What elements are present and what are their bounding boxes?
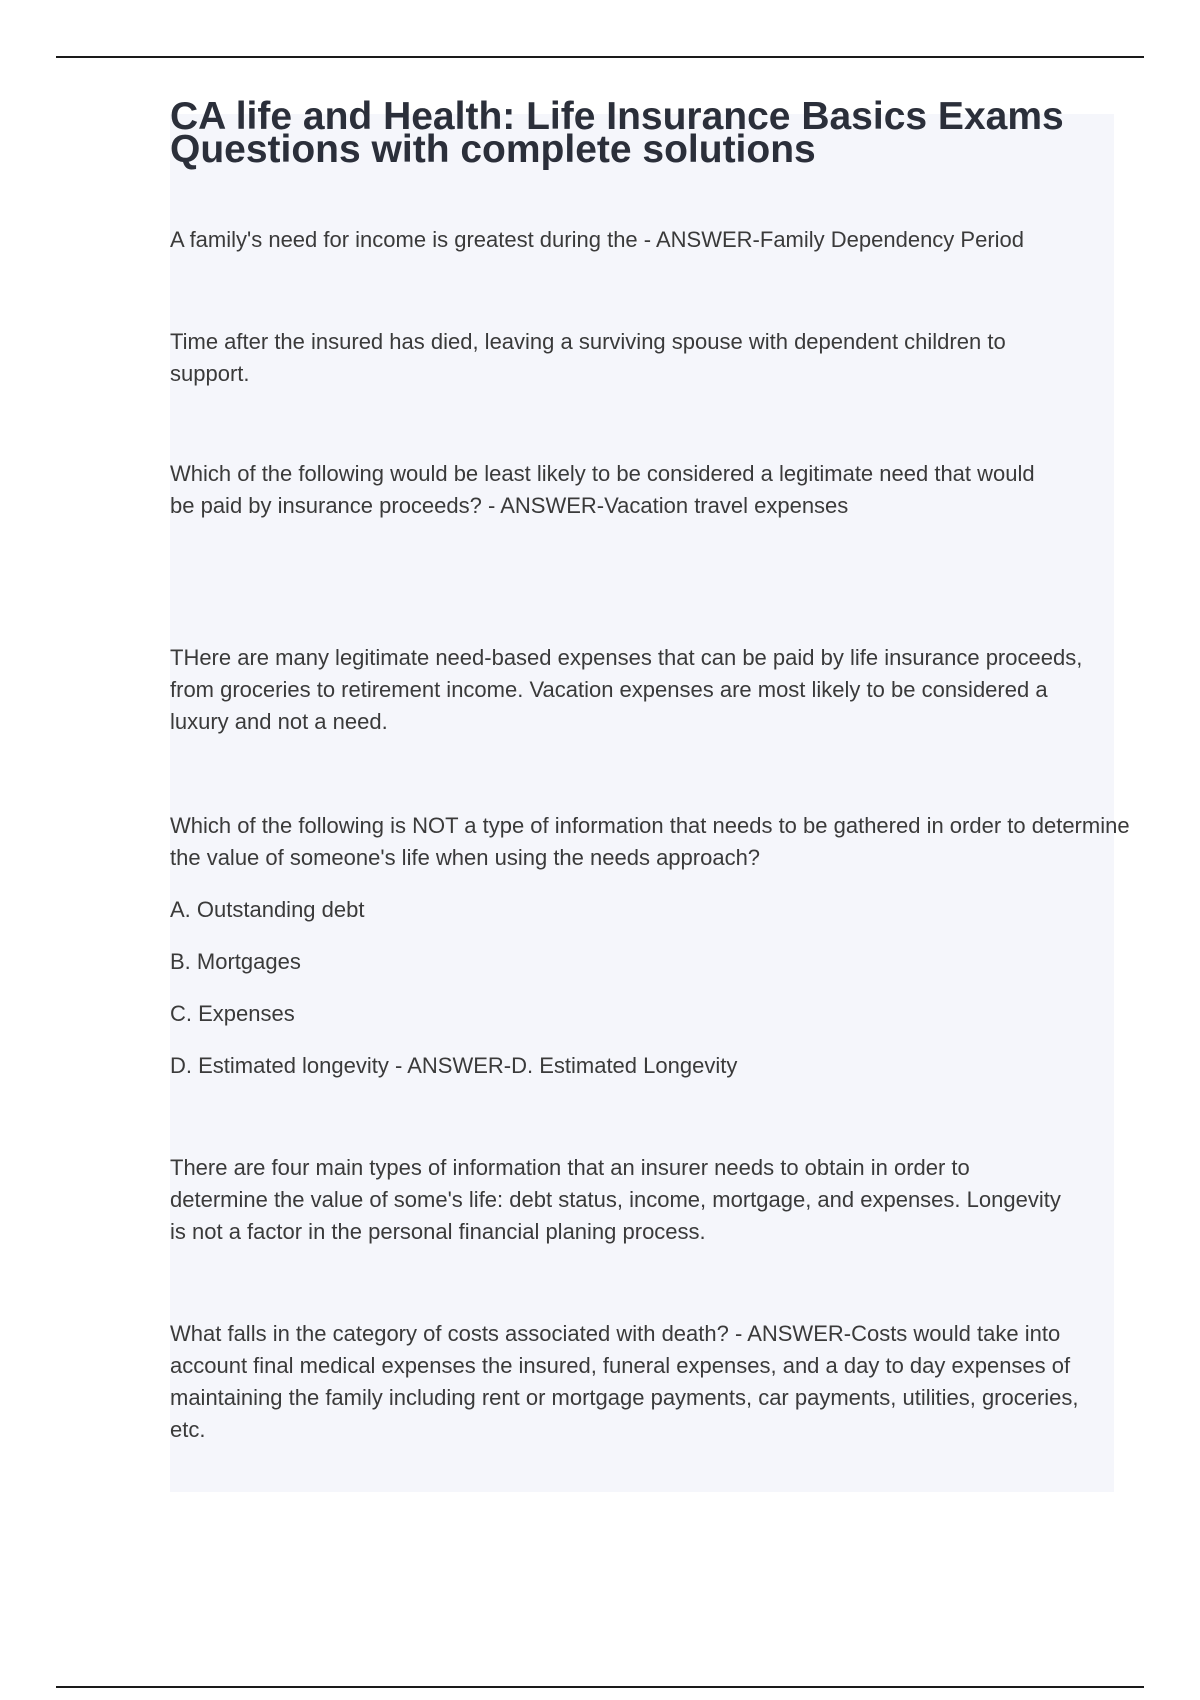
question-2: Which of the following would be least likely to be considered a legitimate need that would be paid by insurance proceeds? - ANSWER-Vacation travel expenses <box>170 461 1035 518</box>
page-title: CA life and Health: Life Insurance Basics Exams Questions with complete solutions <box>170 95 1064 171</box>
bottom-rule <box>56 1686 1144 1688</box>
answer-explanation-2: THere are many legitimate need-based expenses that can be paid by life insurance proceeds, from groceries to retirement income. Vacation expenses are most likely to be considered a luxury and not a need. <box>170 645 1083 734</box>
question-4: What falls in the category of costs associated with death? - ANSWER-Costs would take into account final medical expenses the insured, funeral expenses, and a day to day expenses of maintaining the family including rent or mortgage payments, car payments, utilities, groceries, etc. <box>170 1321 1079 1442</box>
question-1: A family's need for income is greatest during the - ANSWER-Family Dependency Period <box>170 227 1025 252</box>
option-d: D. Estimated longevity - ANSWER-D. Estimated Longevity <box>170 1053 738 1078</box>
option-c: C. Expenses <box>170 1001 295 1026</box>
answer-explanation-1: Time after the insured has died, leaving a surviving spouse with dependent children to support. <box>170 329 1006 386</box>
answer-explanation-3: There are four main types of information that an insurer needs to obtain in order to determine the value of some's life: debt status, income, mortgage, and expenses. Longevity is not a factor in the personal financial planing process. <box>170 1155 1061 1244</box>
option-b: B. Mortgages <box>170 949 301 974</box>
top-rule <box>56 56 1144 58</box>
question-3: Which of the following is NOT a type of information that needs to be gathered in order to determine the value of someone's life when using the needs approach? <box>170 813 1130 870</box>
content-background <box>170 114 1114 1492</box>
option-a: A. Outstanding debt <box>170 897 365 922</box>
document-body <box>170 95 1130 1442</box>
